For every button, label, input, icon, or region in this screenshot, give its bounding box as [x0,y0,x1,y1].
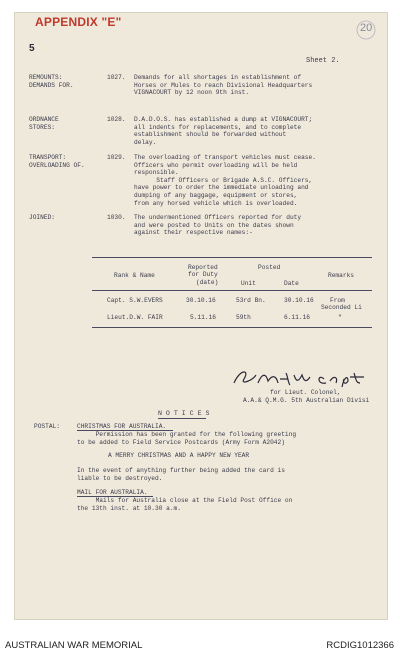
postal-line-2: to be added to Field Service Postcards (Army Form A2042) [77,439,285,446]
mail-heading: MAIL FOR AUSTRALIA. [77,489,148,496]
item-line: and were posted to Units on the dates shown [134,221,294,229]
item-line: Officers who permit overloading will be held [134,161,298,169]
row1-remarks: From [330,297,345,304]
postal-line-3: In the event of anything further being added the card is [77,467,285,474]
item-line: have power to order the immediate unloading and [134,184,309,192]
row2-rank: Lieut.D.W. FAIR [107,314,163,321]
item-line: The undermentioned Officers reported for duty [134,214,302,221]
col-date: (date) [196,279,219,286]
item-line: responsible. [134,169,179,177]
col-for-duty: for Duty [188,271,218,278]
item-line: from any horsed vehicle which is overloaded. [134,199,298,207]
item-heading: ORDNANCE [29,116,59,123]
item-line: Staff Officers or Brigade A.S.C. Officers, [134,176,313,184]
item-heading: REMOUNTS: [29,74,63,81]
archive-stamp [356,20,376,40]
item-line: against their respective names:- [134,229,253,237]
row2-unit: 59th [236,314,251,321]
item-number: 1029. [107,154,126,161]
postal-line-1: Permission has been granted for the following greeting [77,431,297,438]
item-line: all indents for replacements, and to complete [134,123,302,131]
row2-date: 6.11.16 [284,314,310,321]
mail-line-2: the 13th inst. at 10.30 a.m. [77,505,181,512]
appendix-label: APPENDIX "E" [35,15,122,29]
notices-underline [158,418,206,419]
item-line: D.A.D.O.S. has established a dump at VIGNACOURT; [134,116,313,123]
item-line: establishment should be forwarded without [134,131,287,139]
table-top-rule [92,257,372,258]
item-line: VIGNACOURT by 12 noon 9th inst. [134,89,250,97]
item-heading: TRANSPORT: [29,154,67,161]
table-header-rule [92,290,372,291]
handwritten-signature [230,365,380,389]
table-bottom-rule [92,327,372,328]
mail-line-1: Mails for Australia close at the Field Post Office on [77,497,293,504]
item-subheading: STORES: [29,123,55,131]
page-number: 5 [29,43,35,54]
row1-rank: Capt. S.W.EVERS [107,297,163,304]
item-number: 1027. [107,74,126,81]
item-line: The overloading of transport vehicles must cease. [134,154,316,161]
col-unit: Unit [241,280,256,287]
footer-institution: AUSTRALIAN WAR MEMORIAL [5,640,143,651]
item-number: 1028. [107,116,126,123]
greeting-text: A MERRY CHRISTMAS AND A HAPPY NEW YEAR [108,452,250,459]
row1-date: 30.10.16 [284,297,314,304]
item-heading: JOINED: [29,214,55,221]
row1-reported: 30.10.16 [186,297,216,304]
row2-remarks: " [338,314,342,321]
row1-remarks-2: Seconded Li [321,304,362,311]
item-number: 1030. [107,214,126,221]
row2-reported: 5.11.16 [190,314,216,321]
col-remarks: Remarks [328,272,354,279]
footer-record-id: RCDIG1012366 [326,640,394,651]
col-posted-date: Date [284,280,299,287]
sheet-number: Sheet 2. [306,57,340,65]
signature-for: for Lieut. Colonel, [270,389,341,396]
christmas-heading: CHRISTMAS FOR AUSTRALIA. [77,423,167,430]
item-subheading: OVERLOADING OF. [29,161,85,169]
col-reported: Reported [188,264,218,271]
row1-unit: 53rd Bn. [236,297,266,304]
item-line: delay. [134,138,157,146]
item-line: Horses or Mules to reach Divisional Headquarters [134,81,313,89]
postal-heading: POSTAL: [34,423,60,430]
notices-title: N O T I C E S [158,410,210,417]
postal-line-4: liable to be destroyed. [77,475,163,482]
archive-number: 20 [360,22,373,34]
signature-title: A.A.& Q.M.G. 5th Australian Divisi [243,397,370,404]
col-rank-name: Rank & Name [114,272,155,279]
item-subheading: DEMANDS FOR. [29,81,74,89]
item-line: Demands for all shortages in establishment of [134,74,302,81]
item-line: dumping of any baggage, equipment or stores, [134,192,298,199]
col-posted: Posted [258,264,281,271]
